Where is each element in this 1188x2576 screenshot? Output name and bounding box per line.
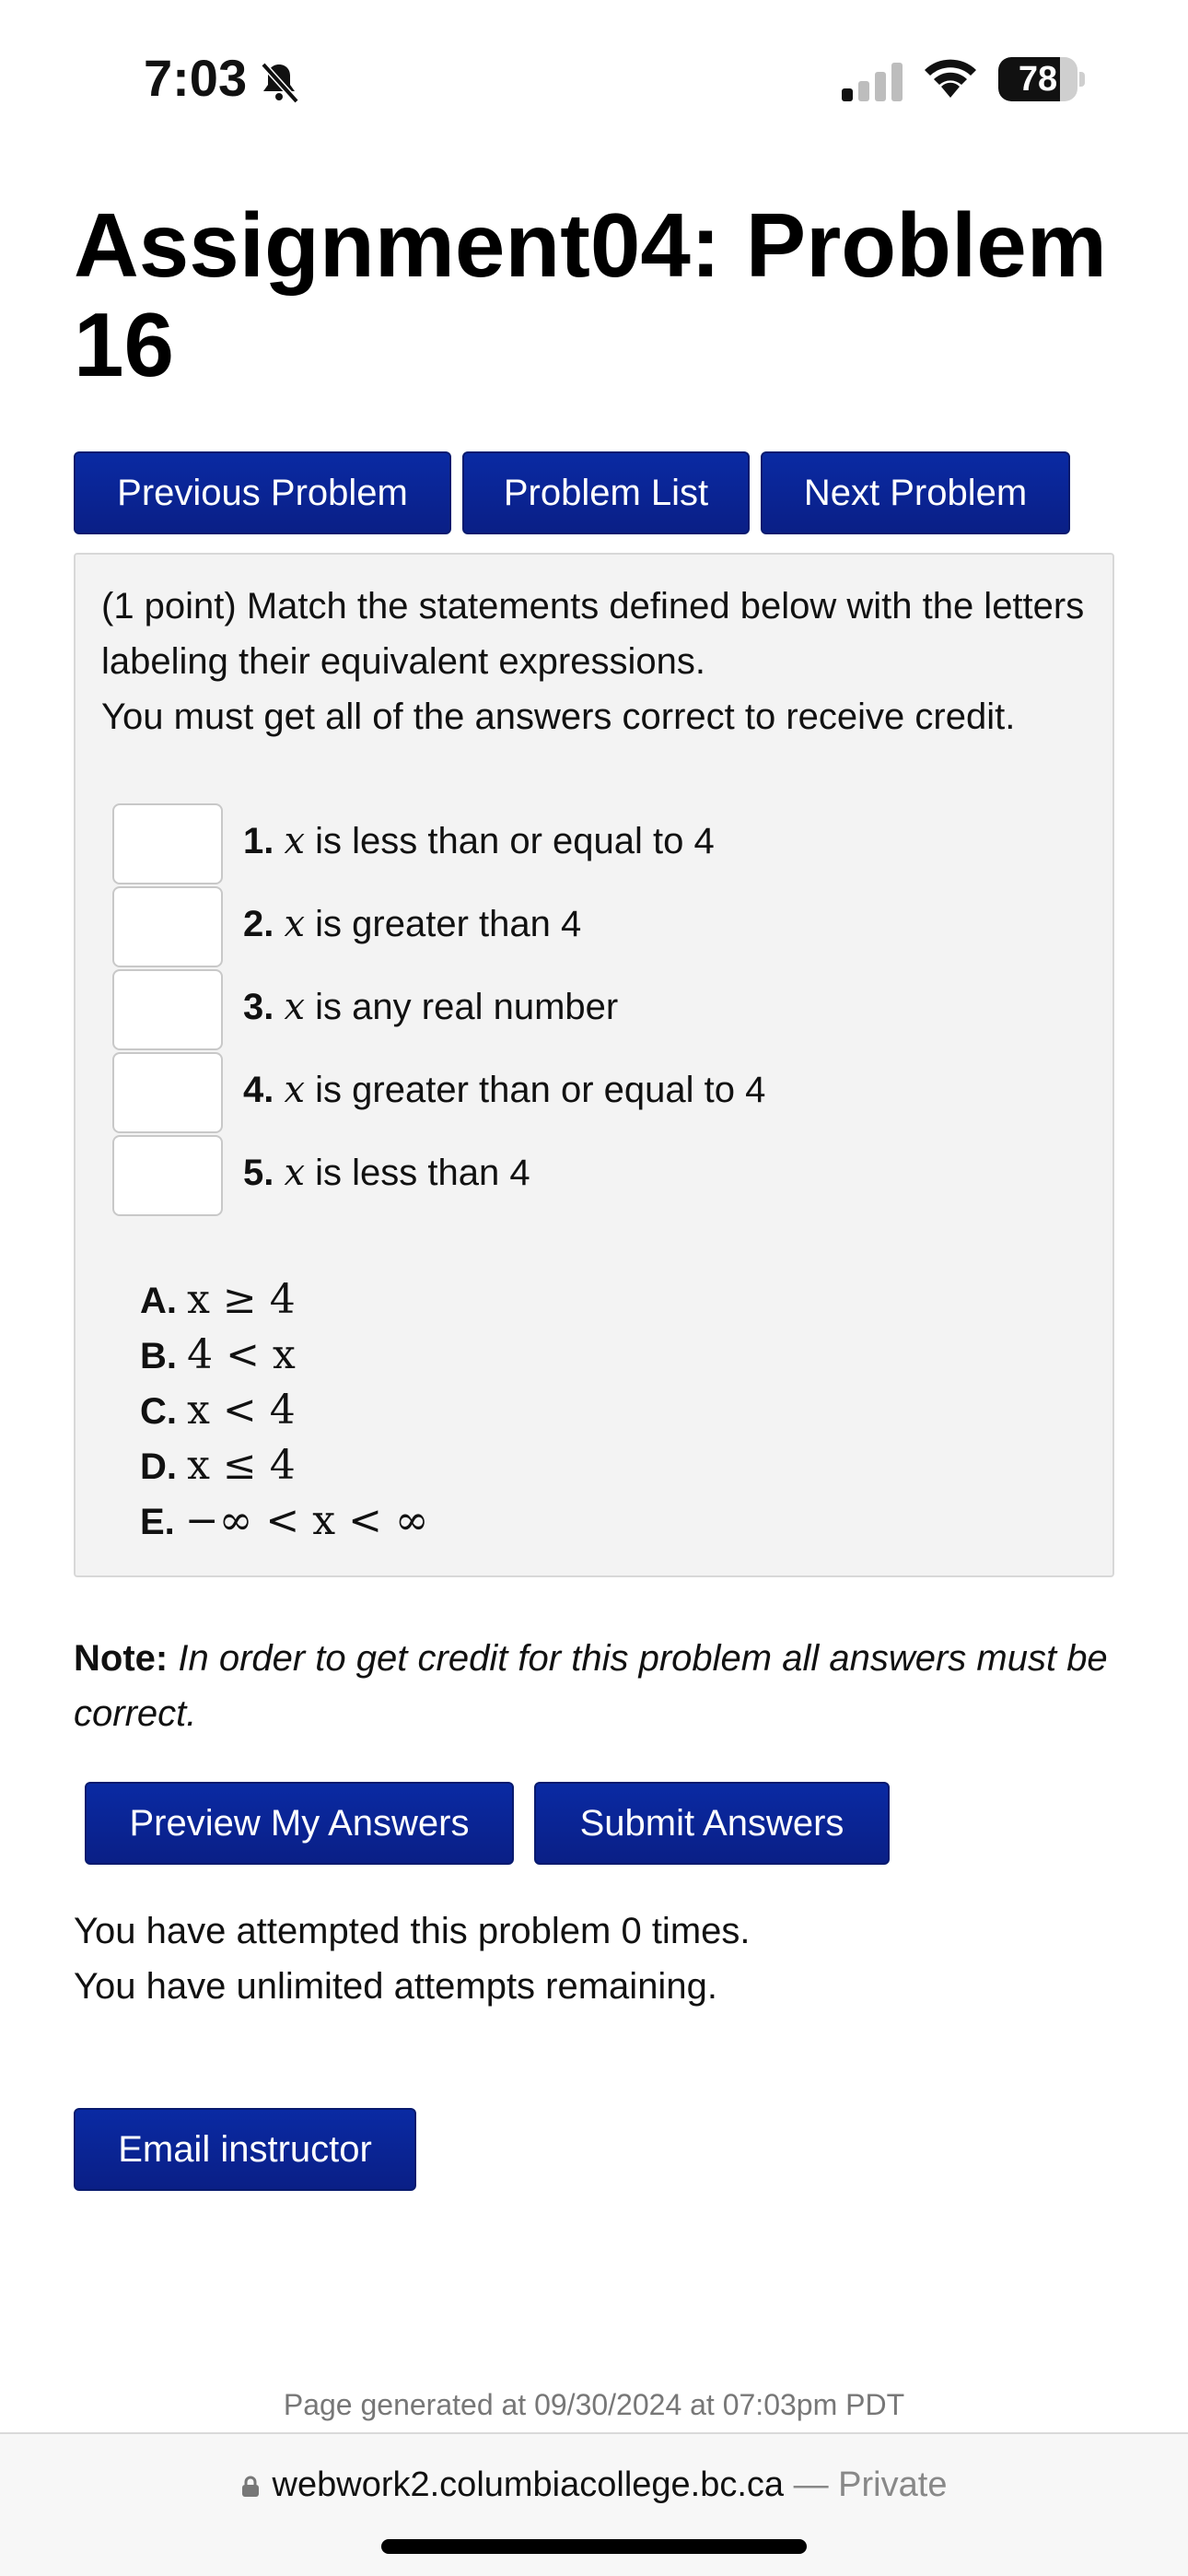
- answer-input-1[interactable]: [112, 803, 223, 884]
- note-text: In order to get credit for this problem all answers must be correct.: [74, 1638, 1108, 1734]
- url-display[interactable]: [0, 2465, 1188, 2505]
- problem-intro-line2: You must get all of the answers correct to receive credit.: [101, 697, 1016, 737]
- battery-indicator: [998, 57, 1085, 101]
- answer-input-2[interactable]: [112, 886, 223, 967]
- option-a: A. x ≥ 4: [140, 1276, 296, 1323]
- statement-4: 4. x is greater than or equal to 4: [243, 1069, 766, 1111]
- home-indicator[interactable]: [381, 2539, 807, 2554]
- statement-5: 5. x is less than 4: [243, 1152, 530, 1194]
- answer-input-4[interactable]: [112, 1052, 223, 1133]
- bell-off-icon: [256, 59, 302, 105]
- wifi-icon: [923, 55, 978, 100]
- attempts-info: [74, 1903, 1114, 2014]
- submit-answers-button[interactable]: Submit Answers: [534, 1782, 890, 1865]
- page-generated-info: Page generated at 09/30/2024 at 07:03pm PDT: [283, 2388, 905, 2421]
- statement-2: 2. x is greater than 4: [243, 903, 582, 945]
- problem-list-button[interactable]: Problem List: [462, 451, 750, 534]
- private-label: — Private: [793, 2465, 948, 2504]
- note: [74, 1631, 1114, 1741]
- previous-problem-button[interactable]: Previous Problem: [74, 451, 451, 534]
- answer-input-3[interactable]: [112, 969, 223, 1050]
- statement-1: 1. x is less than or equal to 4: [243, 820, 715, 862]
- statement-3: 3. x is any real number: [243, 986, 619, 1028]
- email-instructor-button[interactable]: Email instructor: [74, 2108, 416, 2191]
- url-text: webwork2.columbiacollege.bc.ca: [272, 2465, 785, 2504]
- cellular-signal-icon: [840, 61, 906, 101]
- problem-intro: [101, 579, 1096, 744]
- next-problem-button[interactable]: Next Problem: [761, 451, 1070, 534]
- lock-icon: [241, 2476, 260, 2498]
- battery-percent: 78: [1018, 60, 1058, 99]
- status-time: 7:03: [144, 49, 248, 107]
- problem-intro-line1: (1 point) Match the statements defined below with the letters labeling their equivalent expressions.: [101, 586, 1085, 682]
- preview-answers-button[interactable]: Preview My Answers: [85, 1782, 514, 1865]
- option-d: D. x ≤ 4: [140, 1442, 296, 1489]
- attempts-line2: You have unlimited attempts remaining.: [74, 1966, 717, 2007]
- option-e: E. −∞ < x < ∞: [140, 1497, 429, 1544]
- attempts-line1: You have attempted this problem 0 times.: [74, 1911, 751, 1951]
- status-bar: [0, 0, 1188, 157]
- option-b: B. 4 < x: [140, 1331, 296, 1378]
- note-label: Note:: [74, 1638, 169, 1679]
- page-title: Assignment04: Problem 16: [74, 194, 1107, 395]
- option-c: C. x < 4: [140, 1387, 296, 1434]
- answer-input-5[interactable]: [112, 1135, 223, 1216]
